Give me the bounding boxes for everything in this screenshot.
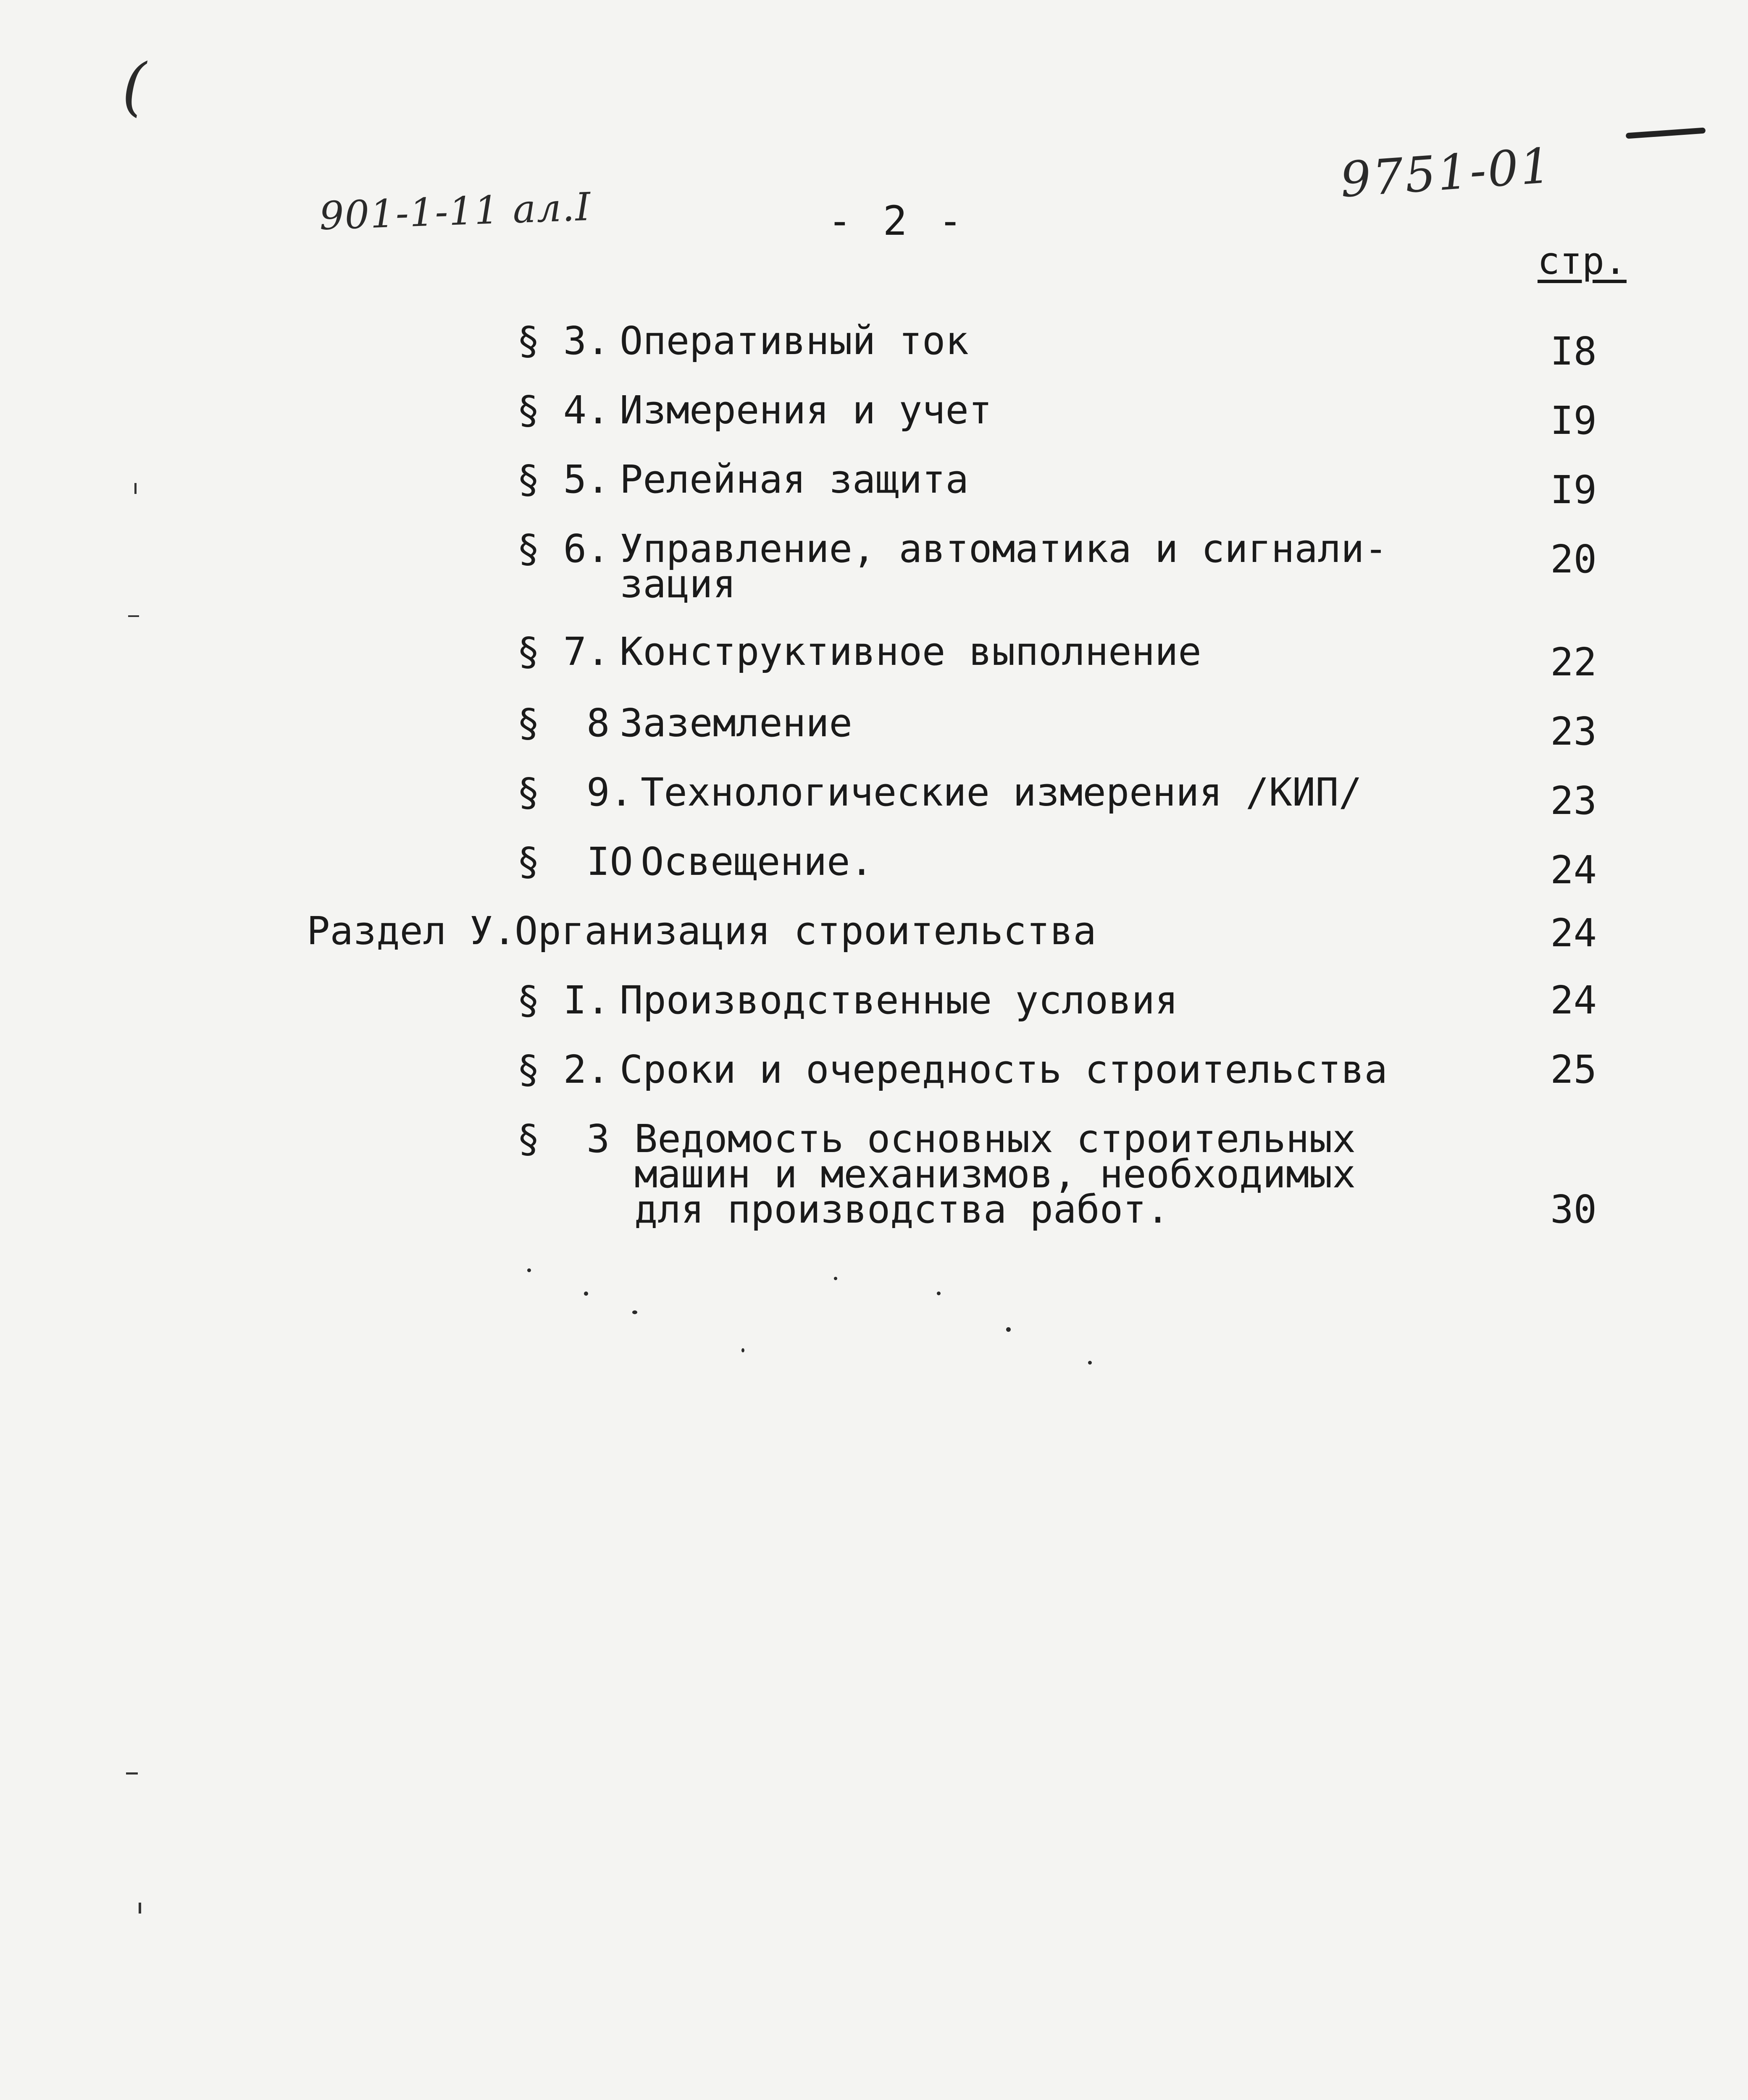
toc-page: 20 (1550, 537, 1597, 582)
toc-section: § IO (517, 839, 633, 884)
toc-row (0, 839, 1748, 911)
toc-page: 23 (1550, 709, 1597, 754)
toc-row (0, 978, 1748, 1050)
toc-page: 25 (1550, 1047, 1597, 1092)
toc-section: § 2. (517, 1047, 610, 1092)
toc-section: § 5. (517, 457, 610, 502)
margin-tick (134, 483, 137, 494)
toc-page: I9 (1550, 398, 1597, 443)
registration-number: 9751-01 (1338, 137, 1554, 209)
toc-section: § 8 (517, 701, 610, 746)
margin-tick (128, 615, 139, 617)
document-code: 901-1-11 ал.I (318, 184, 592, 239)
toc-title: Организация строительства (515, 908, 1096, 953)
ink-stroke (1626, 127, 1706, 139)
toc-title: Оперативный ток (620, 318, 969, 363)
scan-speck (527, 1268, 531, 1272)
scan-speck (632, 1310, 637, 1314)
toc-title: Сроки и очередность строительства (620, 1047, 1388, 1092)
toc-page: 24 (1550, 848, 1597, 892)
toc-section: § 3 (517, 1116, 610, 1161)
toc-title: Конструктивное выполнение (620, 629, 1201, 674)
toc-page: I9 (1550, 467, 1597, 512)
toc-row (0, 1047, 1748, 1119)
toc-title: Заземление (620, 701, 852, 746)
toc-section: § 4. (517, 388, 610, 433)
scan-speck (937, 1292, 941, 1295)
toc-row (0, 1116, 1748, 1239)
toc-title: Технологические измерения /КИП/ (641, 770, 1362, 815)
toc-row (0, 526, 1748, 615)
scan-speck (1006, 1327, 1011, 1332)
toc-section: § 3. (517, 318, 610, 363)
margin-tick (126, 1772, 138, 1774)
page-column-header: стр. (1538, 239, 1627, 283)
toc-chapter-label: Раздел У. (307, 908, 516, 953)
toc-title: Управление, автоматика и сигнали- зация (620, 526, 1388, 606)
toc-title: Релейная защита (620, 457, 969, 502)
toc-page: 23 (1550, 778, 1597, 823)
toc-title: Измерения и учет (620, 388, 992, 433)
toc-page: 22 (1550, 640, 1597, 685)
corner-handwritten-mark: ( (122, 50, 147, 123)
toc-row (0, 701, 1748, 773)
scan-speck (834, 1277, 837, 1280)
toc-title: Ведомость основных строительных машин и механизмов, необходимых для производства работ. (634, 1116, 1356, 1232)
toc-page: 30 (1550, 1187, 1597, 1232)
page-number: - 2 - (828, 197, 966, 244)
margin-tick (139, 1903, 141, 1914)
toc-section: § I. (517, 978, 610, 1023)
toc-row (0, 629, 1748, 701)
toc-row (0, 318, 1748, 391)
toc-section: § 6. (517, 526, 610, 571)
toc-row (0, 457, 1748, 529)
toc-section: § 9. (517, 770, 633, 815)
toc-title: Производственные условия (620, 978, 1178, 1023)
scan-speck (584, 1292, 588, 1296)
toc-row (0, 388, 1748, 460)
scan-speck (741, 1348, 744, 1352)
toc-page: I8 (1550, 329, 1597, 374)
toc-row-chapter (0, 908, 1748, 981)
scan-speck (1088, 1361, 1092, 1365)
toc-section: § 7. (517, 629, 610, 674)
toc-page: 24 (1550, 978, 1597, 1023)
toc-title: Освещение. (641, 839, 873, 884)
toc-row (0, 770, 1748, 842)
toc-page: 24 (1550, 911, 1597, 956)
